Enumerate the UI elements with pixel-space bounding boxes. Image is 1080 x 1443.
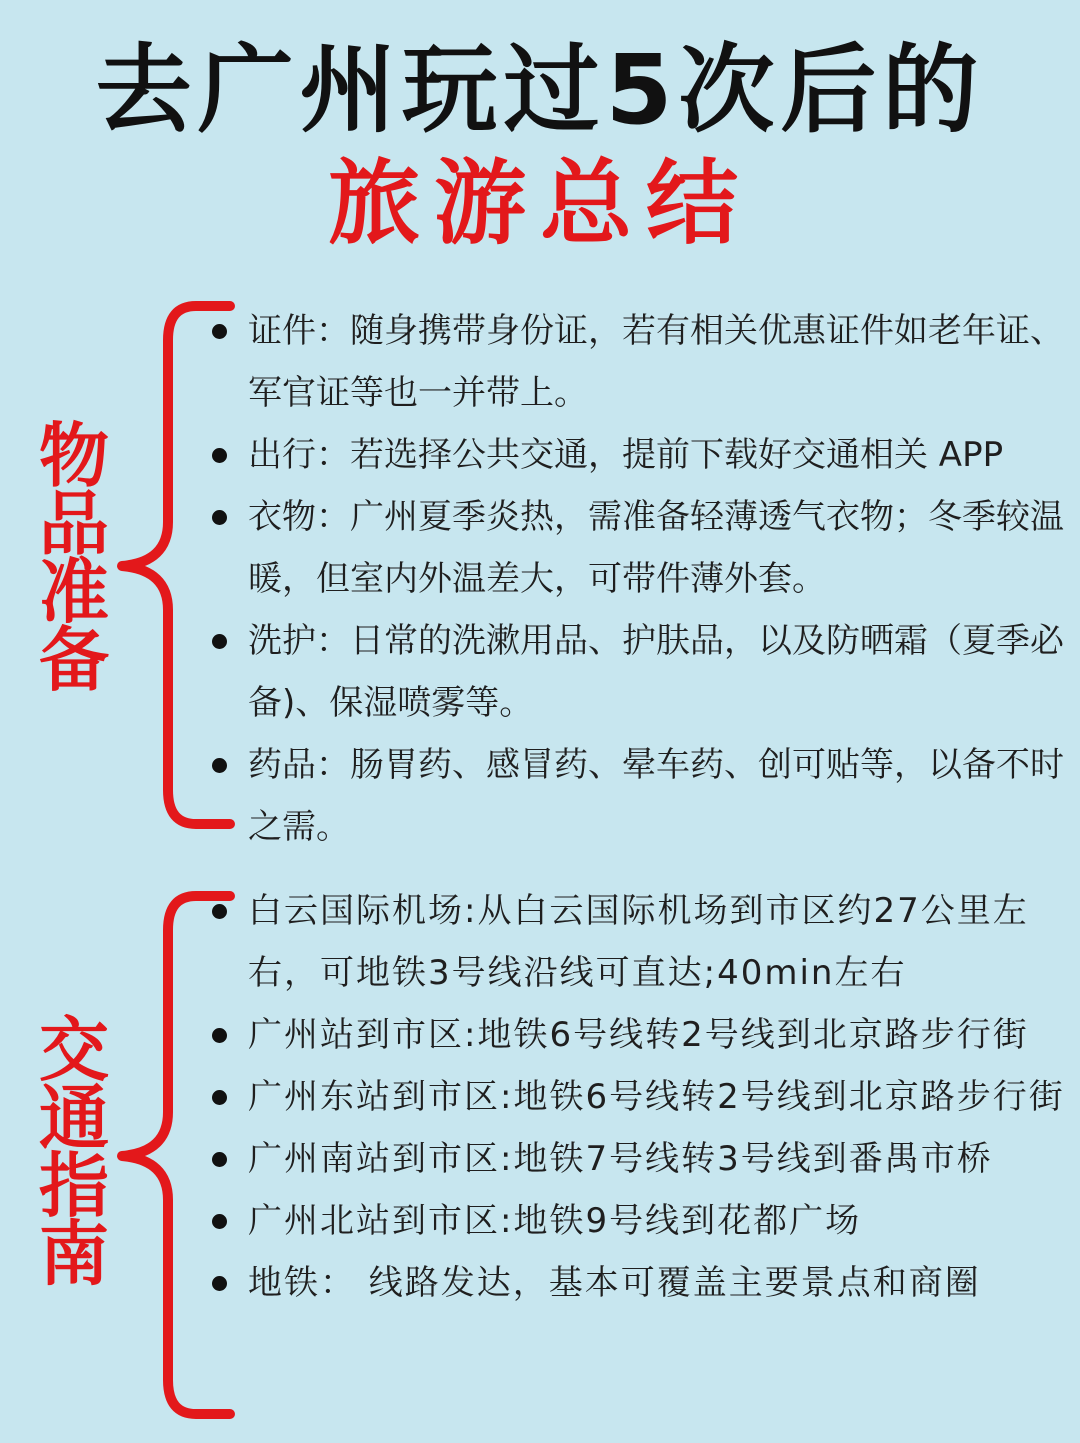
item-text: 白云国际机场:从白云国际机场到市区约27公里左右，可地铁3号线沿线可直达;40min左右 — [248, 891, 1029, 993]
item-text: 广州南站到市区:地铁7号线转3号线到番禺市桥 — [248, 1139, 993, 1179]
bullet-icon — [212, 634, 227, 649]
bullet-icon — [212, 904, 227, 919]
list-item — [200, 880, 1080, 1004]
list-item — [200, 734, 1080, 858]
title-line-2: 旅游总结 — [327, 150, 752, 257]
list-item — [200, 1128, 1080, 1190]
bullet-icon — [212, 448, 227, 463]
bullet-icon — [212, 510, 227, 525]
list-item — [200, 1004, 1080, 1066]
item-text: 洗护：日常的洗漱用品、护肤品，以及防晒霜（夏季必备)、保湿喷雾等。 — [248, 621, 1064, 723]
bullet-icon — [212, 1028, 227, 1043]
bullet-icon — [212, 1214, 227, 1229]
bullet-icon — [212, 758, 227, 773]
title-line-1: 去广州玩过5次后的 — [95, 34, 985, 146]
list-item — [200, 486, 1080, 610]
item-text: 出行：若选择公共交通，提前下载好交通相关 APP — [248, 435, 1004, 475]
label-char: 品 — [39, 483, 109, 565]
list-item — [200, 1190, 1080, 1252]
transport-list — [200, 880, 1080, 1314]
list-item — [200, 1252, 1080, 1314]
label-char: 物 — [39, 415, 109, 497]
supplies-list — [200, 300, 1080, 858]
item-text: 药品：肠胃药、感冒药、晕车药、创可贴等，以备不时之需。 — [248, 745, 1064, 847]
section-transport-label — [36, 1009, 112, 1295]
section-supplies-label — [36, 415, 112, 701]
list-item — [200, 424, 1080, 486]
bullet-icon — [212, 1152, 227, 1167]
list-item — [200, 610, 1080, 734]
bullet-icon — [212, 1276, 227, 1291]
label-char: 南 — [39, 1213, 109, 1295]
bullet-icon — [212, 324, 227, 339]
item-text: 广州东站到市区:地铁6号线转2号线到北京路步行街 — [248, 1077, 1065, 1117]
list-item — [200, 1066, 1080, 1128]
label-char: 交 — [39, 1009, 109, 1091]
label-char: 备 — [39, 619, 109, 701]
item-text: 广州站到市区:地铁6号线转2号线到北京路步行街 — [248, 1015, 1029, 1055]
bullet-icon — [212, 1090, 227, 1105]
item-text: 广州北站到市区:地铁9号线到花都广场 — [248, 1201, 862, 1241]
label-char: 指 — [39, 1145, 109, 1227]
item-text: 衣物：广州夏季炎热，需准备轻薄透气衣物；冬季较温暖，但室内外温差大，可带件薄外套。 — [248, 497, 1064, 599]
item-text: 地铁： 线路发达，基本可覆盖主要景点和商圈 — [248, 1263, 981, 1303]
label-char: 通 — [39, 1077, 109, 1159]
label-char: 准 — [39, 551, 109, 633]
list-item — [200, 300, 1080, 424]
item-text: 证件：随身携带身份证，若有相关优惠证件如老年证、军官证等也一并带上。 — [248, 311, 1064, 413]
